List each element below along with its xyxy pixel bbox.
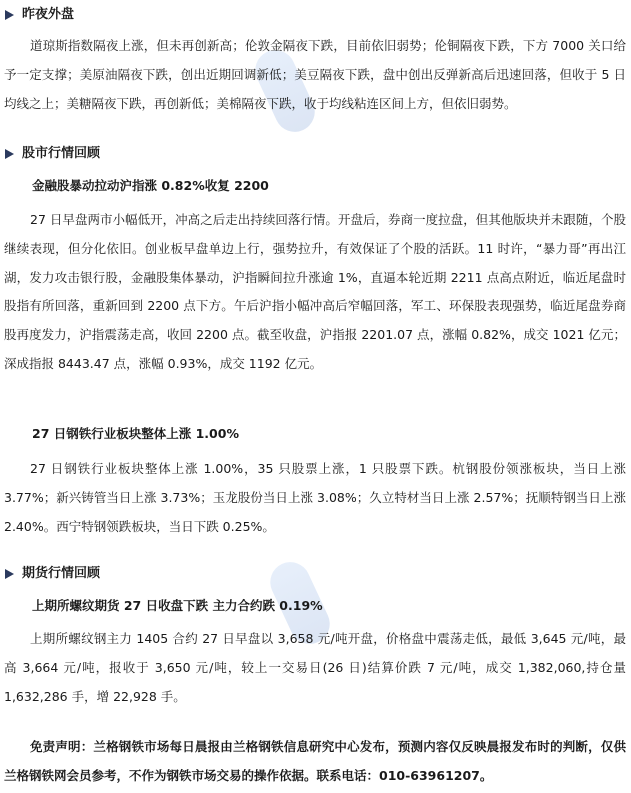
section-heading-overnight bbox=[2, 6, 74, 24]
bullet-arrow-icon bbox=[5, 569, 14, 579]
section-title: 昨夜外盘 bbox=[22, 7, 75, 22]
bullet-arrow-icon bbox=[5, 10, 14, 20]
overnight-paragraph: 道琼斯指数隔夜上涨，但未再创新高；伦敦金隔夜下跌，目前依旧弱势；伦铜隔夜下跌，下方 7000 关口给予一定支撑；美原油隔夜下跌，创出近期回调新低；美豆隔夜下跌，盘中创出反弹新高后迅速回落，但收于 5 日均线之上；美糖隔夜下跌，再创新低；美棉隔夜下跌，收于均线粘连区间上方，但依旧弱势。 bbox=[4, 38, 626, 111]
bullet-arrow-icon bbox=[5, 149, 14, 159]
section-title: 股市行情回顾 bbox=[22, 146, 101, 161]
stock-subheading-1: 金融股暴动拉动沪指涨 0.82%收复 2200 bbox=[32, 178, 269, 193]
disclaimer: 免责声明：兰格钢铁市场每日晨报由兰格钢铁信息研究中心发布，预测内容仅反映晨报发布时的判断，仅供兰格钢铁网会员参考，不作为钢铁市场交易的操作依据。联系电话：010-63961207。 bbox=[4, 739, 626, 783]
section-heading-stock bbox=[2, 145, 100, 163]
section-title: 期货行情回顾 bbox=[22, 566, 101, 581]
section-heading-futures bbox=[2, 565, 100, 583]
stock-paragraph-2: 27 日钢铁行业板块整体上涨 1.00%，35 只股票上涨，1 只股票下跌。杭钢股份领涨板块，当日上涨 3.77%；新兴铸管当日上涨 3.73%；玉龙股份当日上涨 3.08%；久立特材当日上涨 2.57%；抚顺特钢当日上涨 2.40%。西宁特钢领跌板块，当日下跌 0.25%。 bbox=[4, 461, 626, 534]
stock-subheading-2: 27 日钢铁行业板块整体上涨 1.00% bbox=[32, 426, 239, 441]
stock-paragraph-1: 27 日早盘两市小幅低开，冲高之后走出持续回落行情。开盘后，券商一度拉盘，但其他版块并未跟随，个股继续表现，但分化依旧。创业板早盘单边上行，强势拉升，有效保证了个股的活跃。11 时许，“暴力哥”再出江湖，发力攻击银行股，金融股集体暴动，沪指瞬间拉升涨逾 1%，直逼本轮近期 2211 点高点附近，临近尾盘时股指有所回落，重新回到 2200 点下方。午后沪指小幅冲高后窄幅回落，军工、环保股表现强势，临近尾盘券商股再度发力，沪指震荡走高，收回 2200 点。截至收盘，沪指报 2201.07 点，涨幅 0.82%，成交 1021 亿元；深成指报 8443.47 点，涨幅 0.93%，成交 1192 亿元。 bbox=[4, 212, 626, 371]
futures-subheading-1: 上期所螺纹期货 27 日收盘下跌 主力合约跌 0.19% bbox=[32, 598, 323, 613]
futures-paragraph-1: 上期所螺纹钢主力 1405 合约 27 日早盘以 3,658 元/吨开盘，价格盘中震荡走低，最低 3,645 元/吨，最高 3,664 元/吨，报收于 3,650 元/吨，较上一交易日(26 日)结算价跌 7 元/吨，成交 1,382,060,持仓量 1,632,286 手，增 22,928 手。 bbox=[4, 631, 626, 704]
